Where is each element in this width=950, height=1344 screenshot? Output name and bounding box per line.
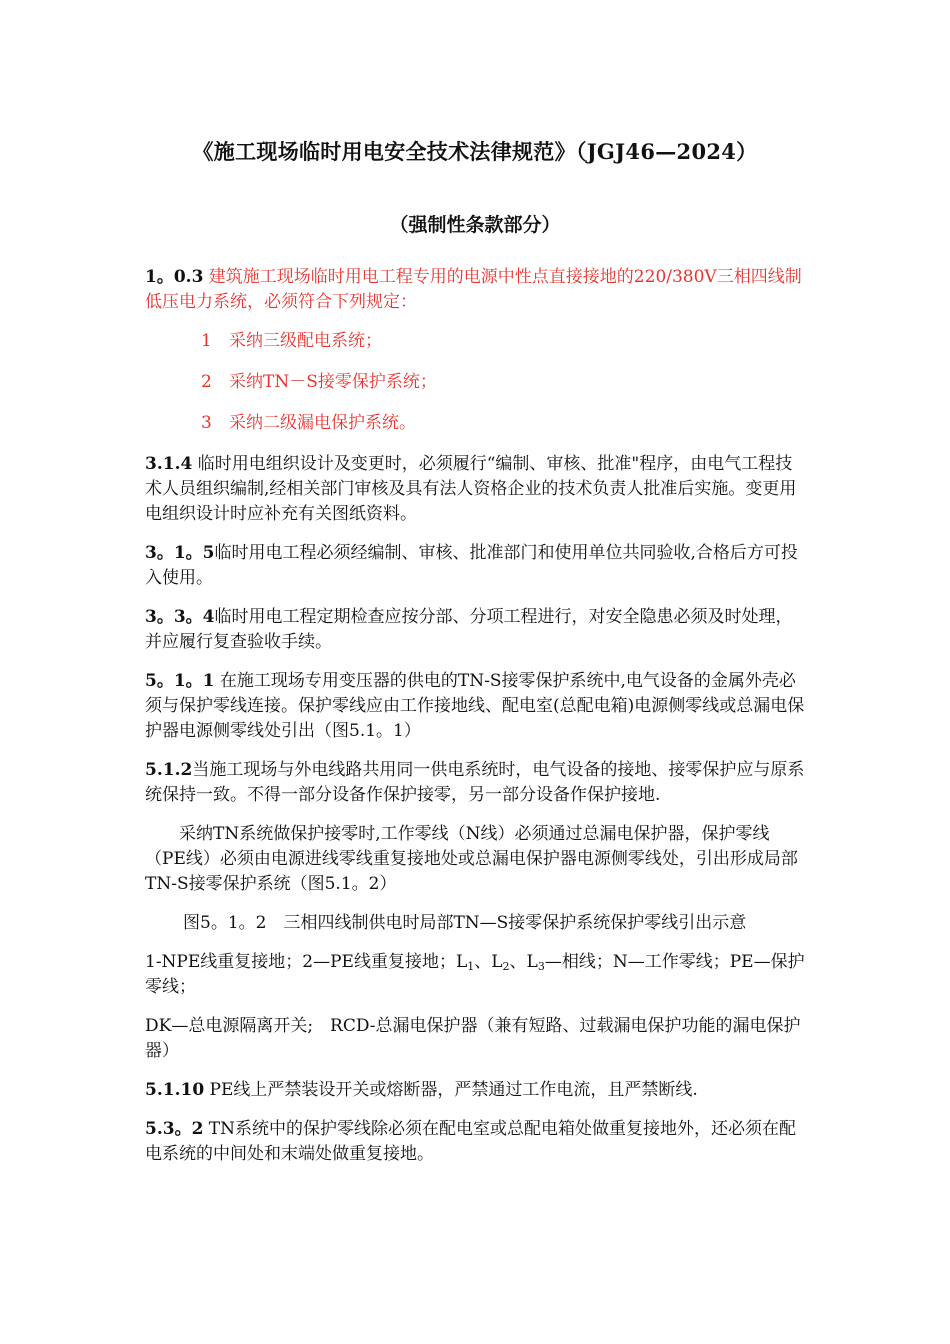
list-item [145,329,807,354]
clause-text: TN系统中的保护零线除必须在配电室或总配电箱处做重复接地外，还必须在配电系统的中间处和末端处做重复接地。 [145,1119,797,1164]
legend-text: 、L [474,952,503,972]
clause-text: 建筑施工现场临时用电工程专用的电源中性点直接接地的220/380V三相四线制低压电力系统，必须符合下列规定： [145,267,802,312]
list-item [145,370,807,395]
list-item-text: 采纳三级配电系统； [229,331,382,351]
subscript: 1 [467,960,475,973]
legend-text: —相线；N—工作零线；PE—保护零线； [145,952,805,997]
clause-number: 5.1.2 [145,760,193,780]
clause-5-1-1 [145,669,807,744]
figure-caption: 图5。1。2 三相四线制供电时局部TN—S接零保护系统保护零线引出示意 [183,913,747,933]
clause-5-1-2 [145,758,807,808]
clause-number: 5.3。2 [145,1119,204,1139]
clause-number: 5.1.10 [145,1080,205,1100]
clause-1-0-3 [145,265,807,315]
clause-text: 临时用电工程必须经编制、审核、批准部门和使用单位共同验收,合格后方可投入使用。 [145,543,798,588]
clause-number: 1。0.3 [145,267,204,287]
document-title: 《施工现场临时用电安全技术法律规范》（JGJ46—2024） [192,139,758,164]
subscript: 2 [502,960,510,973]
clause-3-1-5 [145,541,807,591]
document-body [145,265,807,1181]
clause-3-3-4 [145,605,807,655]
document-subtitle: （强制性条款部分） [389,214,561,236]
subscript: 3 [537,960,545,973]
clause-text: 当施工现场与外电线路共用同一供电系统时，电气设备的接地、接零保护应与原系统保持一致。不得一部分设备作保护接零，另一部分设备作保护接地. [145,760,805,805]
clause-text: PE线上严禁装设开关或熔断器，严禁通过工作电流，且严禁断线. [204,1080,698,1100]
list-item-text: 采纳二级漏电保护系统。 [229,413,416,433]
clause-text: 临时用电工程定期检查应按分部、分项工程进行，对安全隐患必须及时处理，并应履行复查验收手续。 [145,607,793,652]
clause-5-3-2 [145,1117,807,1167]
clause-5-1-10 [145,1078,807,1103]
list-item [145,411,807,436]
list-item-number: 1 [201,331,212,351]
list-item-number: 3 [201,413,212,433]
list-item-number: 2 [201,372,212,392]
figure-legend [145,950,807,1000]
clause-number: 3.1.4 [145,454,193,474]
clause-number: 5。1。1 [145,671,215,691]
clause-text: 在施工现场专用变压器的供电的TN-S接零保护系统中,电气设备的金属外壳必须与保护零线连接。保护零线应由工作接地线、配电室(总配电箱)电源侧零线或总漏电保护器电源侧零线处引出（图5.1。1） [145,671,805,741]
list-item-text: 采纳TN－S接零保护系统； [229,372,437,392]
clause-number: 3。3。4 [145,607,215,627]
figure-legend-2: DK—总电源隔离开关; RCD-总漏电保护器（兼有短路、过载漏电保护功能的漏电保护器） [145,1016,801,1061]
legend-text: 1-NPE线重复接地；2—PE线重复接地；L [145,952,468,972]
legend-text: 、L [509,952,538,972]
clause-number: 3。1。5 [145,543,215,563]
paragraph-tn-system: 采纳TN系统做保护接零时,工作零线（N线）必须通过总漏电保护器，保护零线（PE线）必须由电源进线零线重复接地处或总漏电保护器电源侧零线处，引出形成局部TN-S接零保护系统（图5.1。2） [145,824,798,894]
clause-3-1-4 [145,452,807,527]
clause-text: 临时用电组织设计及变更时，必须履行“编制、审核、批准"程序，由电气工程技术人员组织编制,经相关部门审核及具有法人资格企业的技术负责人批准后实施。变更用电组织设计时应补充有关图纸资料。 [145,454,797,524]
